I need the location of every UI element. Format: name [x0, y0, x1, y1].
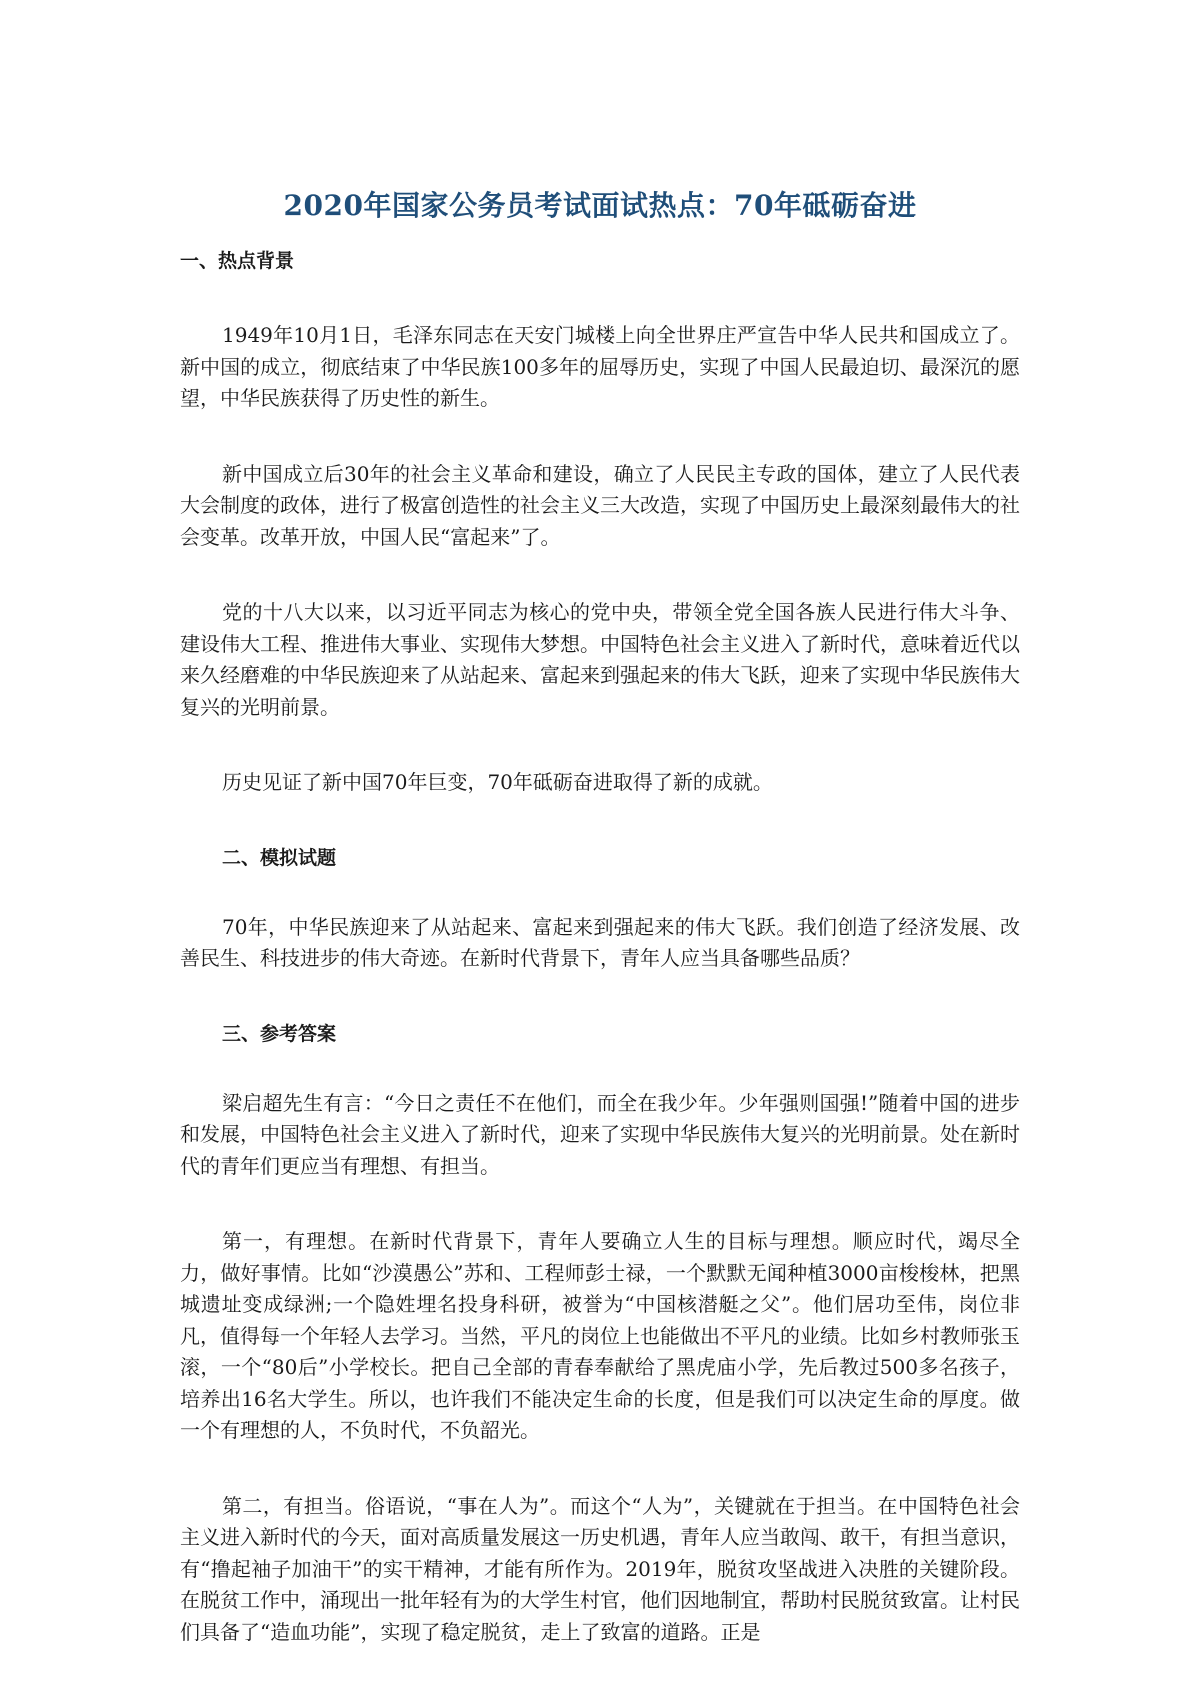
paragraph-mock-question: 70年，中华民族迎来了从站起来、富起来到强起来的伟大飞跃。我们创造了经济发展、改善民生、科技进步的伟大奇迹。在新时代背景下，青年人应当具备哪些品质？ — [180, 914, 1020, 970]
paragraph-answer-intro: 梁启超先生有言：“今日之责任不在他们，而全在我少年。少年强则国强!”随着中国的进步和发展，中国特色社会主义进入了新时代，迎来了实现中华民族伟大复兴的光明前景。处在新时代的青年们更应当有理想、有担当。 — [180, 1090, 1020, 1178]
paragraph-background-3: 党的十八大以来，以习近平同志为核心的党中央，带领全党全国各族人民进行伟大斗争、建设伟大工程、推进伟大事业、实现伟大梦想。中国特色社会主义进入了新时代，意味着近代以来久经磨难的中华民族迎来了从站起来、富起来到强起来的伟大飞跃，迎来了实现中华民族伟大复兴的光明前景。 — [180, 600, 1020, 719]
paragraph-answer-point-2: 第二，有担当。俗语说，“事在人为”。而这个“人为”，关键就在于担当。在中国特色社会主义进入新时代的今天，面对高质量发展这一历史机遇，青年人应当敢闯、敢干，有担当意识，有“撸起袖子加油干”的实干精神，才能有所作为。2019年，脱贫攻坚战进入决胜的关键阶段。在脱贫工作中，涌现出一批年轻有为的大学生村官，他们因地制宜，帮助村民脱贫致富。让村民们具备了“造血功能”，实现了稳定脱贫，走上了致富的道路。正是 — [180, 1493, 1020, 1644]
paragraph-background-2: 新中国成立后30年的社会主义革命和建设，确立了人民民主专政的国体，建立了人民代表大会制度的政体，进行了极富创造性的社会主义三大改造，实现了中国历史上最深刻最伟大的社会变革。改革开放，中国人民“富起来”了。 — [180, 461, 1020, 549]
section-heading-reference-answer: 三、参考答案 — [222, 1022, 337, 1045]
paragraph-background-4: 历史见证了新中国70年巨变，70年砥砺奋进取得了新的成就。 — [222, 770, 773, 794]
paragraph-answer-point-1: 第一，有理想。在新时代背景下，青年人要确立人生的目标与理想。顺应时代，竭尽全力，做好事情。比如“沙漠愚公”苏和、工程师彭士禄，一个默默无闻种植3000亩梭梭林，把黑城遗址变成绿洲;一个隐姓埋名投身科研，被誉为“中国核潜艇之父”。他们居功至伟，岗位非凡，值得每一个年轻人去学习。当然，平凡的岗位上也能做出不平凡的业绩。比如乡村教师张玉滚，一个“80后”小学校长。把自己全部的青春奉献给了黑虎庙小学，先后教过500多名孩子，培养出16名大学生。所以，也许我们不能决定生命的长度，但是我们可以决定生命的厚度。做一个有理想的人，不负时代，不负韶光。 — [180, 1229, 1020, 1442]
paragraph-background-1: 1949年10月1日，毛泽东同志在天安门城楼上向全世界庄严宣告中华人民共和国成立了。新中国的成立，彻底结束了中华民族100多年的屈辱历史，实现了中国人民最迫切、最深沉的愿望，中华民族获得了历史性的新生。 — [180, 323, 1020, 410]
document-title: 2020年国家公务员考试面试热点：70年砥砺奋进 — [283, 189, 917, 222]
section-heading-mock-question: 二、模拟试题 — [222, 846, 337, 869]
section-heading-background: 一、热点背景 — [180, 250, 295, 272]
